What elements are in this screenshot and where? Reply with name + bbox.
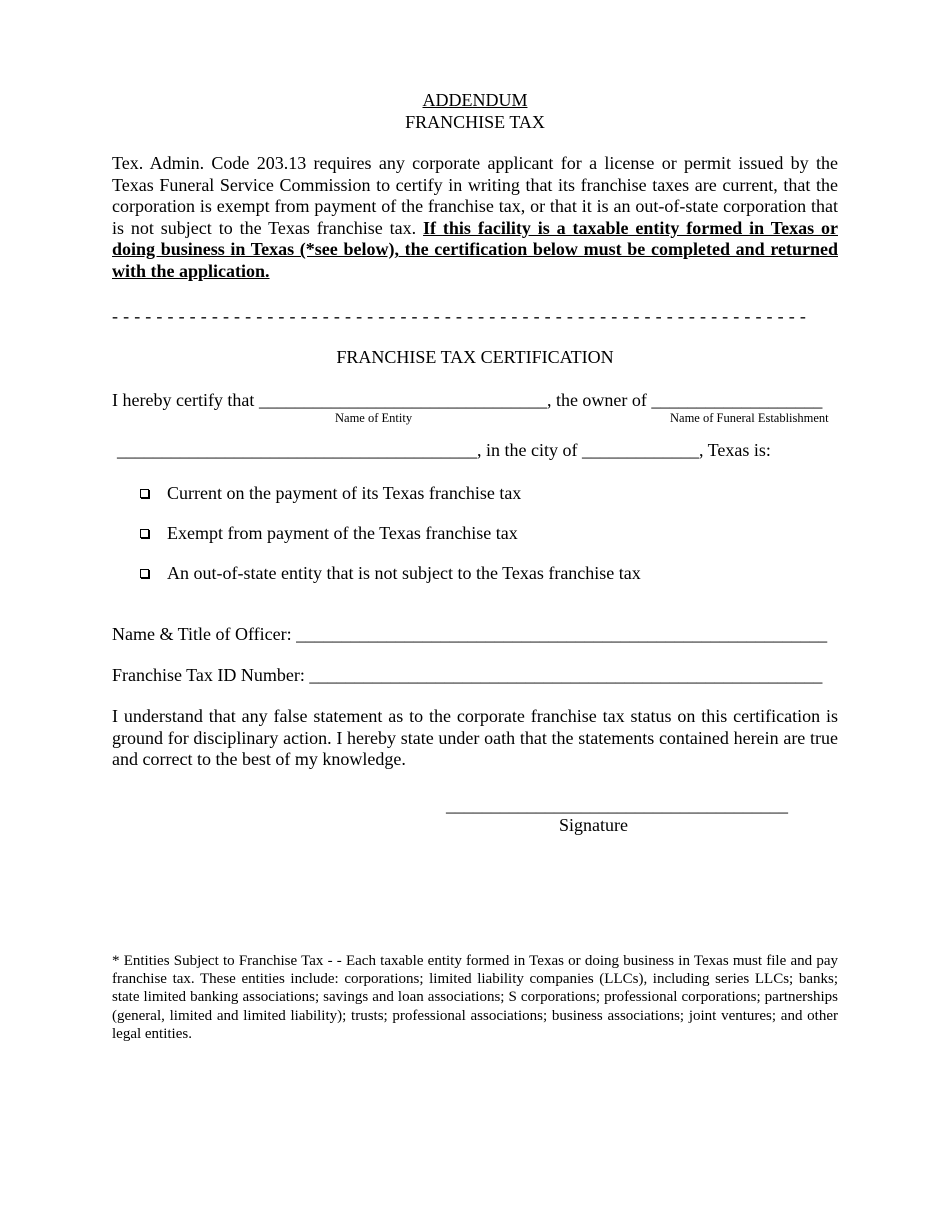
certify-prefix: I hereby certify that — [112, 390, 255, 410]
officer-line — [112, 623, 827, 645]
option-exempt-checkbox[interactable] — [140, 529, 149, 538]
option-out-of-state-checkbox[interactable] — [140, 569, 149, 578]
certification-title: FRANCHISE TAX CERTIFICATION — [336, 347, 614, 367]
option-current-label: Current on the payment of its Texas franchise tax — [167, 483, 522, 503]
footnote: * Entities Subject to Franchise Tax - - Each taxable entity formed in Texas or doing business in Texas must file and pay franchise tax. These entities include: corporations; limited liability companies (LLCs), including series LLCs; banks; state limited banking associations; savings and loan associations; S corporations; professional corporations; partnerships (general, limited and limited liability); trusts; professional associations; business associations; joint ventures; and other legal entities. — [112, 953, 838, 1042]
intro-paragraph — [112, 153, 838, 283]
taxid-label: Franchise Tax ID Number: — [112, 665, 305, 685]
addendum-subtitle: FRANCHISE TAX — [405, 112, 545, 132]
officer-field[interactable]: ___________________________________________________________ — [296, 624, 828, 644]
intro-text: Tex. Admin. Code 203.13 requires any corporate applicant for a license or permit issued by the Texas Funeral Service Commission to certify in writing that its franchise taxes are current, that the corporation is exempt from payment of the franchise tax, or that it is an out-of-state corporation that is not subject to the Texas franchise tax. — [112, 153, 838, 238]
signature-field[interactable]: ______________________________________ — [446, 795, 788, 815]
option-out-of-state-label: An out-of-state entity that is not subject to the Texas franchise tax — [167, 563, 641, 583]
dashed-separator: - - - - - - - - - - - - - - - - - - - - - - - - - - - - - - - - - - - - - - - - - - - - - - - - - - - - - - - - - - - - - - - — [112, 306, 807, 326]
taxid-field[interactable]: _________________________________________________________ — [309, 665, 823, 685]
entity-name-field[interactable]: ________________________________ — [258, 390, 547, 410]
taxid-line — [112, 664, 822, 686]
establishment-name-caption: Name of Funeral Establishment — [670, 411, 829, 425]
option-exempt-label: Exempt from payment of the Texas franchise tax — [167, 523, 518, 543]
addendum-title: ADDENDUM — [422, 90, 528, 110]
oath-statement: I understand that any false statement as to the corporate franchise tax status on this certification is ground for disciplinary action. I hereby state under oath that the statements contained herein are true and correct to the best of my knowledge. — [112, 706, 838, 770]
city-field[interactable]: _____________ — [581, 440, 699, 460]
city-of-text: , in the city of — [477, 440, 578, 460]
establishment-name-field[interactable]: ___________________ — [651, 390, 823, 410]
address-field[interactable]: ________________________________________ — [117, 440, 477, 460]
texas-is-text: , Texas is: — [698, 440, 771, 460]
option-current-checkbox[interactable] — [140, 489, 149, 498]
owner-of-text: , the owner of — [546, 390, 647, 410]
intro-emphasis: If this facility is a taxable entity formed in Texas or doing business in Texas (*see below), the certification below must be completed and returned with the application. — [112, 217, 838, 281]
entity-name-caption: Name of Entity — [335, 411, 413, 425]
signature-label: Signature — [559, 815, 628, 835]
certify-line — [112, 389, 822, 411]
city-line — [117, 439, 771, 461]
officer-label: Name & Title of Officer: — [112, 624, 292, 644]
